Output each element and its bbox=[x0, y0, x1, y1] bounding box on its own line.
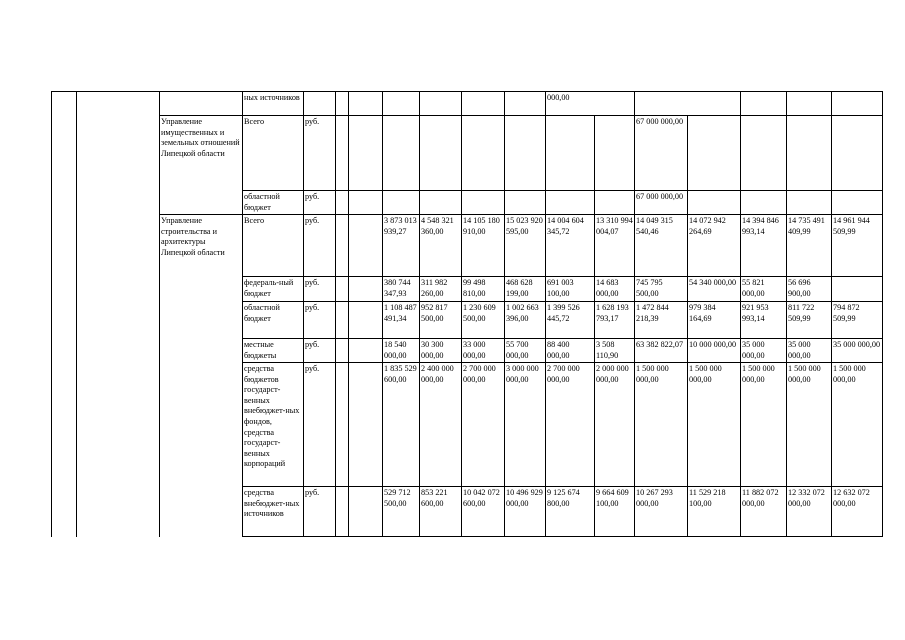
blank-cell bbox=[336, 302, 349, 339]
value-cell: 55 700 000,00 bbox=[505, 339, 546, 363]
value-cell bbox=[383, 191, 420, 215]
blank-cell bbox=[336, 116, 349, 191]
value-cell: 979 384 164,69 bbox=[688, 302, 741, 339]
value-cell bbox=[741, 116, 787, 191]
value-cell: 33 000 000,00 bbox=[462, 339, 505, 363]
value-cell bbox=[595, 191, 635, 215]
value-cell: 13 310 994 004,07 bbox=[595, 215, 635, 277]
value-cell bbox=[462, 92, 505, 116]
value-cell bbox=[688, 116, 741, 191]
value-cell: 2 700 000 000,00 bbox=[462, 363, 505, 487]
value-cell: 2 400 000 000,00 bbox=[420, 363, 462, 487]
value-cell bbox=[462, 191, 505, 215]
value-cell: 14 735 491 409,99 bbox=[787, 215, 832, 277]
value-cell: 3 873 013 939,27 bbox=[383, 215, 420, 277]
value-cell: 35 000 000,00 bbox=[832, 339, 883, 363]
value-cell: 14 105 180 910,00 bbox=[462, 215, 505, 277]
column-1-cell bbox=[52, 92, 77, 537]
value-cell: 14 004 604 345,72 bbox=[546, 215, 595, 277]
value-cell: 14 683 000,00 bbox=[595, 277, 635, 302]
value-cell: 67 000 000,00 bbox=[635, 191, 688, 215]
value-cell bbox=[420, 191, 462, 215]
value-cell: 1 472 844 218,39 bbox=[635, 302, 688, 339]
value-cell: 745 795 500,00 bbox=[635, 277, 688, 302]
value-cell bbox=[832, 92, 883, 116]
org-cell bbox=[160, 92, 243, 116]
source-cell: средства внебюджет-ных источников bbox=[243, 487, 304, 537]
value-cell bbox=[546, 191, 595, 215]
value-cell bbox=[505, 92, 546, 116]
blank-cell bbox=[349, 215, 383, 277]
value-cell: 952 817 500,00 bbox=[420, 302, 462, 339]
blank-cell bbox=[349, 92, 383, 116]
source-cell: средства бюджетов государст-венных внебюджет-ных фондов, средства государст-венных корпораций bbox=[243, 363, 304, 487]
column-2-cell bbox=[77, 92, 160, 537]
value-cell: 468 628 199,00 bbox=[505, 277, 546, 302]
value-cell: 10 267 293 000,00 bbox=[635, 487, 688, 537]
value-cell: 30 300 000,00 bbox=[420, 339, 462, 363]
unit-cell bbox=[304, 92, 336, 116]
value-cell: 35 000 000,00 bbox=[741, 339, 787, 363]
value-cell: 15 023 920 595,00 bbox=[505, 215, 546, 277]
value-cell: 1 108 487 491,34 bbox=[383, 302, 420, 339]
value-cell: 9 664 609 100,00 bbox=[595, 487, 635, 537]
value-cell: 1 399 526 445,72 bbox=[546, 302, 595, 339]
unit-cell: руб. bbox=[304, 302, 336, 339]
source-cell: ных источников bbox=[243, 92, 304, 116]
unit-cell: руб. bbox=[304, 191, 336, 215]
value-cell: 1 500 000 000,00 bbox=[635, 363, 688, 487]
value-cell bbox=[420, 116, 462, 191]
blank-cell bbox=[336, 215, 349, 277]
value-cell: 12 632 072 000,00 bbox=[832, 487, 883, 537]
value-cell bbox=[505, 116, 546, 191]
value-cell: 1 230 609 500,00 bbox=[462, 302, 505, 339]
value-cell: 99 498 810,00 bbox=[462, 277, 505, 302]
blank-cell bbox=[349, 191, 383, 215]
blank-cell bbox=[349, 116, 383, 191]
source-cell: областной бюджет bbox=[243, 302, 304, 339]
value-cell: 3 508 110,90 bbox=[595, 339, 635, 363]
blank-cell bbox=[349, 277, 383, 302]
blank-cell bbox=[336, 363, 349, 487]
blank-cell bbox=[349, 487, 383, 537]
value-cell: 11 882 072 000,00 bbox=[741, 487, 787, 537]
value-cell: 2 000 000 000,00 bbox=[595, 363, 635, 487]
value-cell: 691 003 100,00 bbox=[546, 277, 595, 302]
value-cell: 10 496 929 000,00 bbox=[505, 487, 546, 537]
value-cell bbox=[832, 116, 883, 191]
value-cell bbox=[595, 116, 635, 191]
blank-cell bbox=[349, 339, 383, 363]
value-cell: 12 332 072 000,00 bbox=[787, 487, 832, 537]
unit-cell: руб. bbox=[304, 363, 336, 487]
blank-cell bbox=[336, 92, 349, 116]
value-cell: 4 548 321 360,00 bbox=[420, 215, 462, 277]
unit-cell: руб. bbox=[304, 339, 336, 363]
value-cell bbox=[787, 92, 832, 116]
value-cell: 14 072 942 264,69 bbox=[688, 215, 741, 277]
unit-cell: руб. bbox=[304, 487, 336, 537]
value-cell: 10 000 000,00 bbox=[688, 339, 741, 363]
table-row bbox=[52, 92, 883, 116]
value-cell: 67 000 000,00 bbox=[635, 116, 688, 191]
value-cell bbox=[832, 277, 883, 302]
value-cell bbox=[462, 116, 505, 191]
value-cell: 14 961 944 509,99 bbox=[832, 215, 883, 277]
value-cell bbox=[741, 191, 787, 215]
unit-cell: руб. bbox=[304, 277, 336, 302]
value-cell bbox=[505, 191, 546, 215]
table-row bbox=[52, 116, 883, 191]
blank-cell bbox=[336, 191, 349, 215]
value-cell: 54 340 000,00 bbox=[688, 277, 741, 302]
value-cell: 529 712 500,00 bbox=[383, 487, 420, 537]
value-cell: 1 500 000 000,00 bbox=[787, 363, 832, 487]
value-cell: 55 821 000,00 bbox=[741, 277, 787, 302]
unit-cell: руб. bbox=[304, 215, 336, 277]
value-cell: 853 221 600,00 bbox=[420, 487, 462, 537]
value-cell: 1 628 193 793,17 bbox=[595, 302, 635, 339]
value-cell: 1 835 529 600,00 bbox=[383, 363, 420, 487]
value-cell bbox=[420, 92, 462, 116]
value-cell: 9 125 674 800,00 bbox=[546, 487, 595, 537]
value-cell: 14 394 846 993,14 bbox=[741, 215, 787, 277]
value-cell: 2 700 000 000,00 bbox=[546, 363, 595, 487]
value-cell bbox=[787, 116, 832, 191]
value-cell: 18 540 000,00 bbox=[383, 339, 420, 363]
value-cell bbox=[546, 116, 595, 191]
value-cell: 000,00 bbox=[546, 92, 635, 116]
value-cell bbox=[787, 191, 832, 215]
source-cell: федераль-ный бюджет bbox=[243, 277, 304, 302]
value-cell bbox=[688, 191, 741, 215]
value-cell: 1 002 663 396,00 bbox=[505, 302, 546, 339]
table-row bbox=[52, 215, 883, 277]
value-cell bbox=[383, 116, 420, 191]
value-cell bbox=[741, 92, 787, 116]
source-cell: местные бюджеты bbox=[243, 339, 304, 363]
value-cell: 1 500 000 000,00 bbox=[832, 363, 883, 487]
unit-cell: руб. bbox=[304, 116, 336, 191]
value-cell: 1 500 000 000,00 bbox=[688, 363, 741, 487]
value-cell: 63 382 822,07 bbox=[635, 339, 688, 363]
value-cell: 35 000 000,00 bbox=[787, 339, 832, 363]
value-cell: 921 953 993,14 bbox=[741, 302, 787, 339]
value-cell: 811 722 509,99 bbox=[787, 302, 832, 339]
value-cell: 14 049 315 540,46 bbox=[635, 215, 688, 277]
org-name-cell: Управление строительства и архитектуры Липецкой области bbox=[160, 215, 243, 537]
value-cell bbox=[832, 191, 883, 215]
value-cell: 1 500 000 000,00 bbox=[741, 363, 787, 487]
value-cell bbox=[383, 92, 420, 116]
blank-cell bbox=[349, 302, 383, 339]
blank-cell bbox=[349, 363, 383, 487]
value-cell: 380 744 347,93 bbox=[383, 277, 420, 302]
blank-cell bbox=[336, 339, 349, 363]
value-cell: 3 000 000 000,00 bbox=[505, 363, 546, 487]
value-cell bbox=[635, 92, 741, 116]
value-cell: 88 400 000,00 bbox=[546, 339, 595, 363]
source-cell: Всего bbox=[243, 215, 304, 277]
org-name-cell: Управление имущественных и земельных отношений Липецкой области bbox=[160, 116, 243, 215]
source-cell: Всего bbox=[243, 116, 304, 191]
value-cell: 794 872 509,99 bbox=[832, 302, 883, 339]
value-cell: 11 529 218 100,00 bbox=[688, 487, 741, 537]
blank-cell bbox=[336, 277, 349, 302]
value-cell: 10 042 072 600,00 bbox=[462, 487, 505, 537]
budget-table bbox=[51, 91, 883, 537]
source-cell: областной бюджет bbox=[243, 191, 304, 215]
blank-cell bbox=[336, 487, 349, 537]
value-cell: 311 982 260,00 bbox=[420, 277, 462, 302]
value-cell: 56 696 900,00 bbox=[787, 277, 832, 302]
